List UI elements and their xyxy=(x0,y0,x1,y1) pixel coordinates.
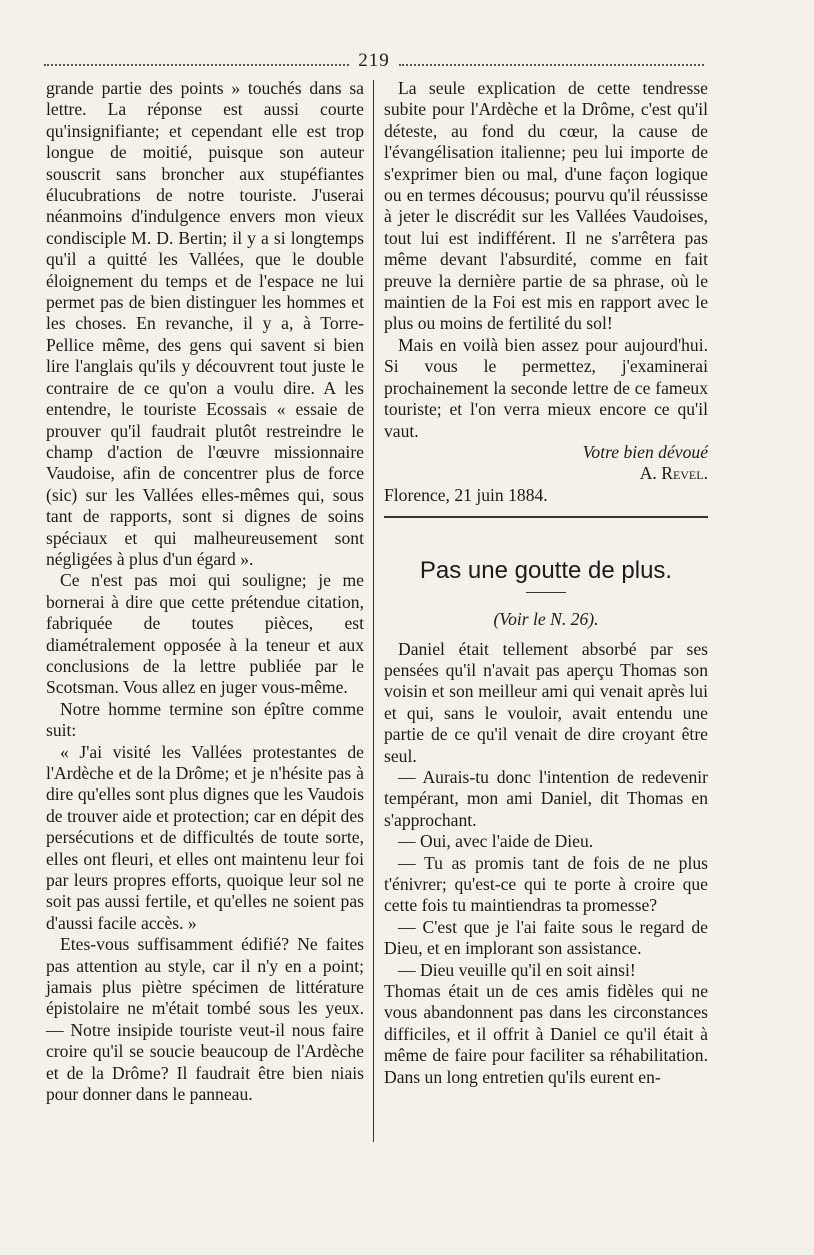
signature-place-date: Florence, 21 juin 1884. xyxy=(384,484,548,505)
header-rule-right xyxy=(399,64,704,66)
page-header xyxy=(44,50,704,76)
right-paragraph: La seule explication de cette tendresse subite pour l'Ardèche et la Drôme, c'est qu'il déteste, au fond du cœur, la cause de l'évangélisation italienne; peu lui importe de s'exprimer bien ou mal, d'une façon logique ou en termes décousus; pourvu qu'il réussisse à jeter le discrédit sur les Vallées Vaudoises, tout lui est indifférent. Il ne s'arrêtera pas même devant l'absurdité, comme en fait preuve la dernière partie de sa phrase, où le maintien de la Foi est mis en rapport avec le plus ou moins de fertilité du sol! xyxy=(384,78,708,334)
story-paragraph: Daniel était tellement absorbé par ses pensées qu'il n'avait pas aperçu Thomas son voisin et son meilleur ami qui venait après lui et qui, sans le vouloir, avait entendu une partie de ce qu'il venait de dire croyant être seul. xyxy=(384,638,708,766)
signature-closing: Votre bien dévoué xyxy=(582,441,708,462)
left-paragraph: Etes-vous suffisamment édifié? Ne faites pas attention au style, car il n'y en a point; jamais plus piètre spécimen de littérature épistolaire ne m'était tombé sous les yeux. — Notre insipide touriste veut-il nous faire croire qu'il se soucie beaucoup de l'Ardèche et de la Drôme? Il faudrait être bien niais pour donner dans le panneau. xyxy=(46,934,364,1105)
story-paragraph: — Oui, avec l'aide de Dieu. xyxy=(398,831,594,852)
section-separator xyxy=(384,516,708,518)
right-paragraph: Mais en voilà bien assez pour aujourd'hui. Si vous le permettez, j'examinerai prochainement la seconde lettre de ce fameux touriste; et l'on verra mieux encore ce qu'il vaut. xyxy=(384,334,708,441)
story-paragraph: — Tu as promis tant de fois de ne plus t'énivrer; qu'est-ce qui te porte à croire que cette fois tu maintiendras ta promesse? xyxy=(384,852,708,916)
story-reference: (Voir le N. 26). xyxy=(493,609,599,630)
signature-name: A. Revel. xyxy=(639,463,708,484)
story-title: Pas une goutte de plus. xyxy=(419,557,673,585)
story-paragraph: — C'est que je l'ai faite sous le regard de Dieu, et en implorant son assistance. xyxy=(384,916,708,959)
story-paragraph: — Dieu veuille qu'il en soit ainsi! xyxy=(398,959,636,980)
page-number: 219 xyxy=(354,50,394,72)
left-paragraph: grande partie des points » touchés dans sa lettre. La réponse est aussi courte qu'insignifiante; et cependant elle est trop longue de moitié, puisque son auteur souscrit sans broncher aux stupéfiantes élucubrations de notre touriste. J'userai néanmoins d'indulgence envers mon vieux condisciple M. D. Bertin; il y a si longtemps qu'il a quitté les Vallées, que le double éloignement du temps et de l'espace ne lui permet pas de bien distinguer les hommes et les choses. En revanche, il y a, à Torre-Pellice même, des gens qui savent si bien lire l'anglais qu'ils y découvrent tout juste le contraire de ce qu'on a voulu dire. A les entendre, le touriste Ecossais « essaie de prouver qu'il faudrait plutôt restreindre le champ d'action de l'œuvre missionnaire Vaudoise, afin de concentrer plus de force (sic) sur les Vallées elles-mêmes qui, sous tant de rapports, sont si dignes de soins spéciaux et qui malheureusement sont négligées à plus d'un égard ». xyxy=(46,78,364,569)
left-paragraph: Notre homme termine son épître comme suit: xyxy=(46,698,364,741)
title-rule xyxy=(526,592,566,593)
column-divider xyxy=(373,80,374,1142)
story-paragraph: Thomas était un de ces amis fidèles qui ne vous abandonnent pas dans les circonstances difficiles, et il offrit à Daniel ce qu'il était à même de faire pour faciliter sa réhabilitation. Dans un long entretien qu'ils eurent en- xyxy=(384,981,708,1087)
left-column xyxy=(46,78,364,1106)
story-paragraph: — Aurais-tu donc l'intention de redevenir tempérant, mon ami Daniel, dit Thomas en s'approchant. xyxy=(384,766,708,830)
right-column xyxy=(384,78,708,1088)
header-rule-left xyxy=(44,64,349,66)
left-paragraph: « J'ai visité les Vallées protestantes de l'Ardèche et de la Drôme; et je n'hésite pas à dire qu'elles sont plus dignes que les Vaudois de trouver aide et protection; car en dépit des persécutions et de difficultés de toute sorte, elles ont fleuri, et elles ont maintenu leur foi par leurs propres efforts, quoique leur sol ne soit pas aussi fertile, et qu'elles ne soient pas d'aussi facile accès. » xyxy=(46,741,364,933)
left-paragraph: Ce n'est pas moi qui souligne; je me bornerai à dire que cette prétendue citation, fabriquée de toutes pièces, est diamétralement opposée à la teneur et aux conclusions de la lettre publiée par le Scotsman. Vous allez en juger vous-même. xyxy=(46,570,364,698)
